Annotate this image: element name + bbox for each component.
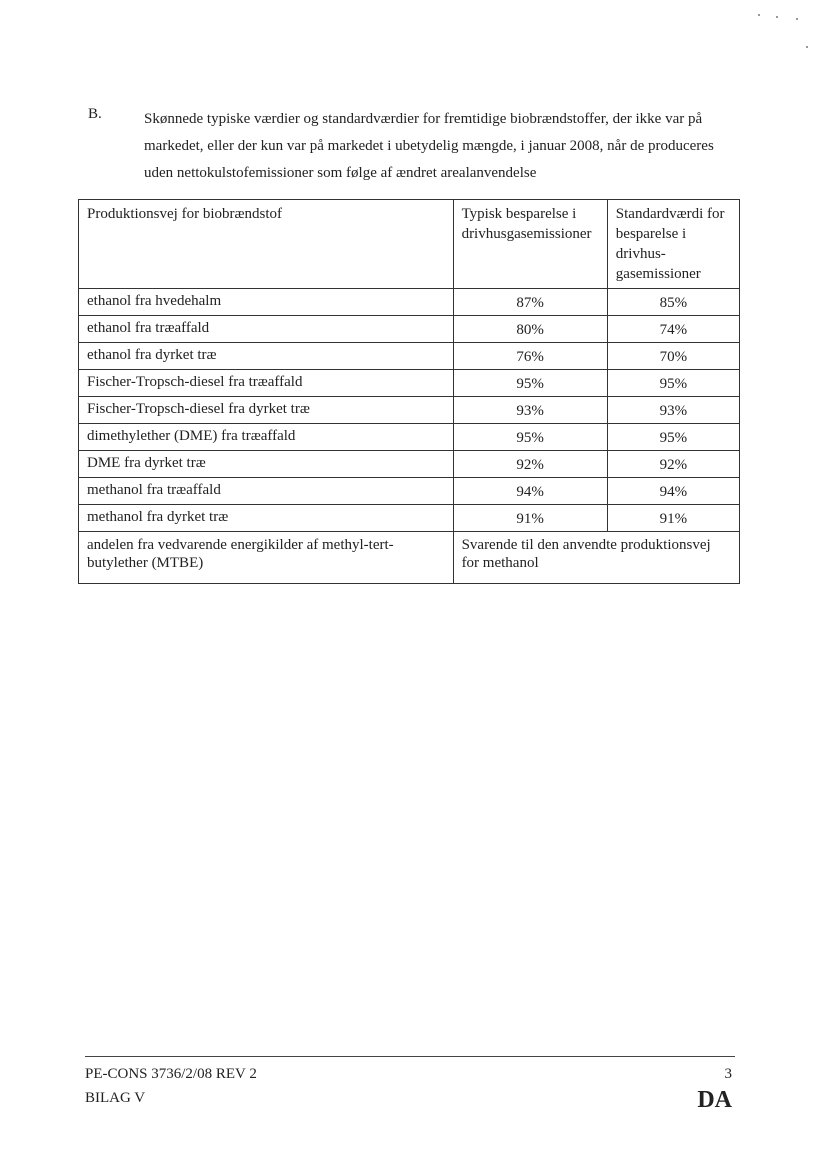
row-label: dimethylether (DME) fra træaffald — [79, 424, 454, 451]
default-value: 94% — [607, 478, 739, 505]
typical-value: 76% — [453, 343, 607, 370]
table-row — [79, 289, 740, 316]
default-value: 91% — [607, 505, 739, 532]
table-row — [79, 316, 740, 343]
table-row — [79, 343, 740, 370]
row-label: ethanol fra træaffald — [79, 316, 454, 343]
document-reference: PE-CONS 3736/2/08 REV 2 — [85, 1066, 257, 1082]
typical-value: 93% — [453, 397, 607, 424]
header-typical-saving: Typisk besparelse i drivhusgasemissioner — [453, 200, 607, 289]
default-value: 74% — [607, 316, 739, 343]
typical-value: 95% — [453, 424, 607, 451]
table-row — [79, 451, 740, 478]
row-label: methanol fra dyrket træ — [79, 505, 454, 532]
footer-right — [697, 1062, 732, 1114]
table-row — [79, 505, 740, 532]
table-row — [79, 478, 740, 505]
default-value: 70% — [607, 343, 739, 370]
typical-value: 92% — [453, 451, 607, 478]
default-value: 95% — [607, 424, 739, 451]
page-number: 3 — [724, 1066, 732, 1082]
scan-speck — [796, 18, 798, 20]
language-code: DA — [697, 1087, 732, 1113]
default-value: 85% — [607, 289, 739, 316]
typical-value: 80% — [453, 316, 607, 343]
section-letter: B. — [88, 106, 102, 122]
table-row — [79, 370, 740, 397]
savings-table — [78, 199, 740, 584]
footer-left — [85, 1062, 257, 1110]
table-row — [79, 397, 740, 424]
row-label: ethanol fra hvedehalm — [79, 289, 454, 316]
header-production-route: Produktionsvej for biobrændstof — [79, 200, 454, 289]
mtbe-note: Svarende til den anvendte produktionsvej for methanol — [453, 532, 739, 584]
typical-value: 87% — [453, 289, 607, 316]
row-label: methanol fra træaffald — [79, 478, 454, 505]
annex-label: BILAG V — [85, 1090, 146, 1106]
row-label: ethanol fra dyrket træ — [79, 343, 454, 370]
default-value: 95% — [607, 370, 739, 397]
scan-speck — [758, 14, 760, 16]
typical-value: 91% — [453, 505, 607, 532]
section-heading: Skønnede typiske værdier og standardværdier for fremtidige biobrændstoffer, der ikke var på markedet, eller der kun var på markedet i ubetydelig mængde, i januar 2008, når de produceres uden nettokulstofemissioner som følge af ændret arealanvendelse — [144, 111, 714, 181]
table-header-row — [79, 200, 740, 289]
default-value: 93% — [607, 397, 739, 424]
table-row — [79, 424, 740, 451]
row-label: andelen fra vedvarende energikilder af methyl-tert-butylether (MTBE) — [79, 532, 454, 584]
row-label: DME fra dyrket træ — [79, 451, 454, 478]
row-label: Fischer-Tropsch-diesel fra dyrket træ — [79, 397, 454, 424]
row-label: Fischer-Tropsch-diesel fra træaffald — [79, 370, 454, 397]
table-row-mtbe — [79, 532, 740, 584]
scan-speck — [806, 46, 808, 48]
default-value: 92% — [607, 451, 739, 478]
footer-divider — [85, 1056, 735, 1057]
typical-value: 95% — [453, 370, 607, 397]
header-default-saving: Standardværdi for besparelse i drivhus-gasemissioner — [607, 200, 739, 289]
typical-value: 94% — [453, 478, 607, 505]
scan-speck — [776, 16, 778, 18]
